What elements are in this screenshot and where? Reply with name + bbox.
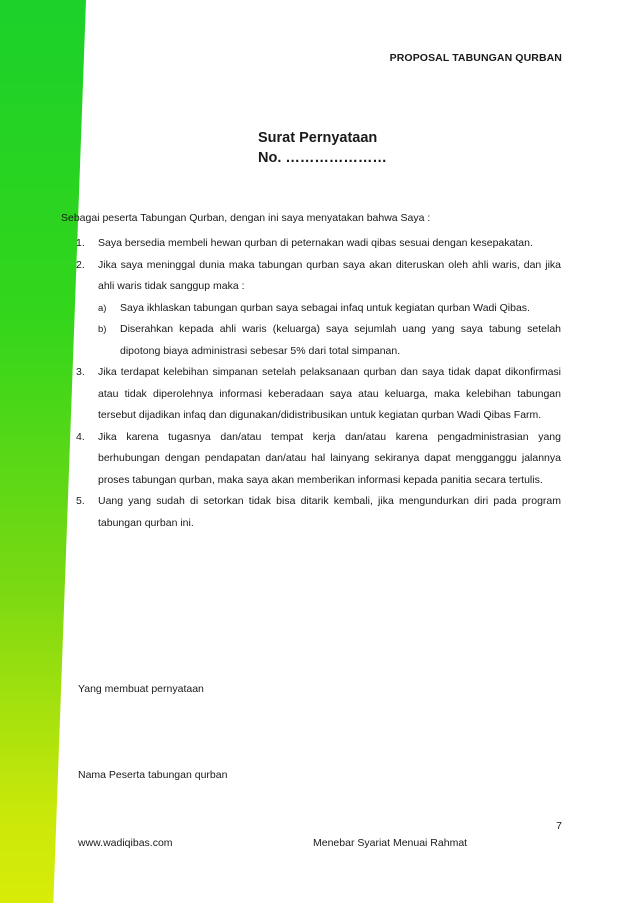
participant-name-label: Nama Peserta tabungan qurban: [78, 769, 228, 781]
signer-label: Yang membuat pernyataan: [78, 683, 204, 695]
list-number: 2.: [76, 258, 85, 271]
statement-list: [76, 233, 561, 534]
list-item: [76, 233, 561, 255]
intro-paragraph: Sebagai peserta Tabungan Qurban, dengan ini saya menyatakan bahwa Saya :: [61, 212, 431, 224]
document-number: No. …………………: [258, 150, 387, 166]
document-title: Surat Pernyataan: [258, 130, 378, 146]
header-title: PROPOSAL TABUNGAN QURBAN: [389, 52, 562, 64]
footer-slogan: Menebar Syariat Menuai Rahmat: [313, 837, 468, 849]
list-item: [76, 427, 561, 492]
document-title-block: [258, 128, 387, 168]
list-number: 5.: [76, 495, 85, 507]
list-text: Jika karena tugasnya dan/atau tempat kerja dan/atau karena pengadministrasian yang berhubungan dengan pendapatan dan/atau hal lainyang sekiranya dapat mengganggu jalannya proses tabungan qurban, maka saya akan memberikan informasi kepada panitia secara tertulis.: [98, 430, 561, 486]
sub-list-text: Diserahkan kepada ahli waris (keluarga) saya sejumlah uang yang saya tabung setelah dipotong biaya administrasi sebesar 5% dari total simpanan.: [120, 323, 561, 357]
list-text: Saya bersedia membeli hewan qurban di peternakan wadi qibas sesuai dengan kesepakatan.: [98, 237, 533, 249]
list-item: [76, 255, 561, 363]
list-text: Jika terdapat kelebihan simpanan setelah pelaksanaan qurban dan saya tidak dapat dikonfirmasi atau tidak diperolehnya informasi keberadaan saya atau keluarga, maka kelebihan tabungan tersebut dijadikan infaq dan digunakan/didistribusikan untuk kegiatan qurban Wadi Qibas Farm.: [98, 366, 561, 421]
list-number: 1.: [76, 237, 85, 249]
sub-list: [98, 298, 561, 363]
sub-list-letter: b): [98, 324, 107, 335]
list-text: Jika saya meninggal dunia maka tabungan qurban saya akan diteruskan oleh ahli waris, dan jika ahli waris tidak sanggup maka :: [98, 258, 561, 292]
sub-list-letter: a): [98, 302, 107, 314]
list-number: 4.: [76, 430, 85, 443]
sub-list-item: [98, 298, 561, 320]
list-item: [76, 491, 561, 534]
page-number: 7: [556, 820, 562, 832]
list-number: 3.: [76, 366, 85, 378]
list-item: [76, 362, 561, 427]
sub-list-text: Saya ikhlaskan tabungan qurban saya sebagai infaq untuk kegiatan qurban Wadi Qibas.: [120, 301, 530, 314]
footer-website: www.wadiqibas.com: [78, 837, 173, 849]
list-text: Uang yang sudah di setorkan tidak bisa ditarik kembali, jika mengundurkan diri pada program tabungan qurban ini.: [98, 495, 561, 529]
sub-list-item: [98, 319, 561, 362]
